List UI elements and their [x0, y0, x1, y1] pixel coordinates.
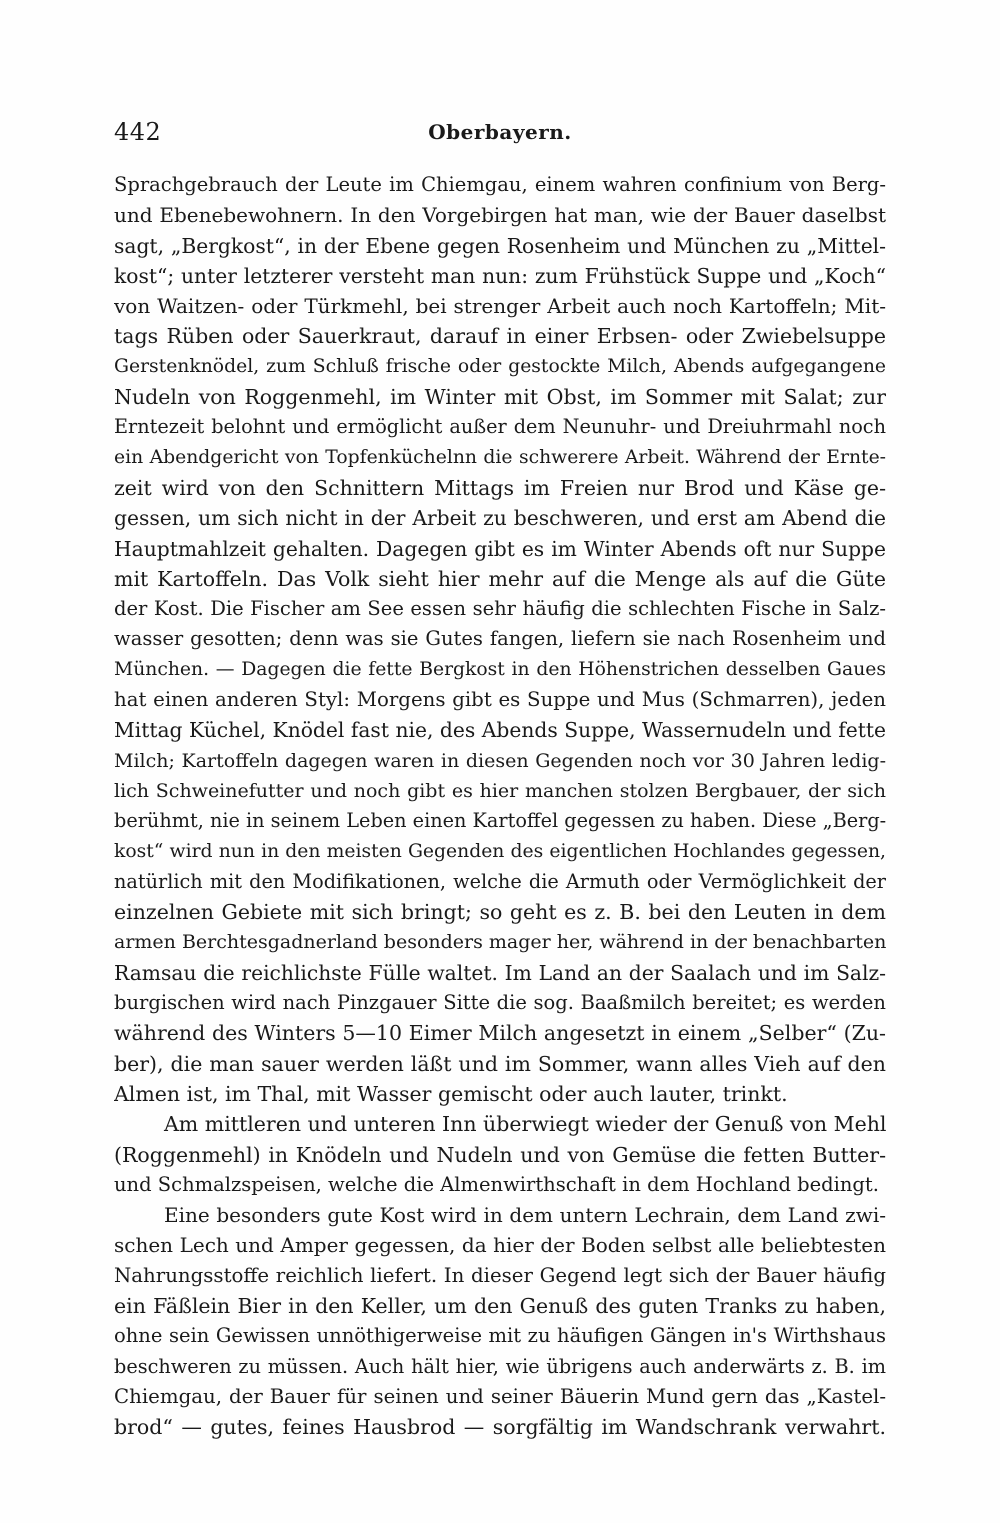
text-line: burgischen wird nach Pinzgauer Sitte die sog. Baaßmilch bereitet; es werden — [114, 991, 886, 1015]
text-line: berühmt, nie in seinem Leben einen Kartoffel gegessen zu haben. Diese „Berg- — [114, 809, 886, 833]
page-header — [114, 118, 886, 148]
text-line: Erntezeit belohnt und ermöglicht außer dem Neunuhr- und Dreiuhrmahl noch — [114, 415, 886, 439]
text-line: von Waitzen- oder Türkmehl, bei strenger Arbeit auch noch Kartoffeln; Mit- — [114, 294, 886, 319]
text-line: und Schmalzspeisen, welche die Almenwirthschaft in dem Hochland bedingt. — [114, 1172, 879, 1196]
page-number: 442 — [114, 118, 162, 146]
text-line: ein Fäßlein Bier in den Keller, um den Genuß des guten Tranks zu haben, — [114, 1293, 886, 1318]
text-line: Nahrungsstoffe reichlich liefert. In dieser Gegend legt sich der Bauer häufig — [114, 1263, 886, 1287]
text-line: schen Lech und Amper gegessen, da hier der Boden selbst alle beliebtesten — [114, 1233, 886, 1258]
text-line: während des Winters 5—10 Eimer Milch angesetzt in einem „Selber“ (Zu- — [114, 1021, 886, 1046]
body-text — [114, 170, 886, 1442]
text-line: armen Berchtesgadnerland besonders mager her, während in der benachbarten — [114, 931, 886, 954]
text-line: ohne sein Gewissen unnöthigerweise mit zu häufigen Gängen in's Wirthshaus — [114, 1324, 886, 1348]
text-line: (Roggenmehl) in Knödeln und Nudeln und von Gemüse die fetten Butter- — [114, 1142, 886, 1167]
text-line: tags Rüben oder Sauerkraut, darauf in einer Erbsen- oder Zwiebelsuppe — [114, 324, 886, 349]
text-line: der Kost. Die Fischer am See essen sehr häufig die schlechten Fische in Salz- — [114, 597, 886, 621]
running-head: Oberbayern. — [428, 120, 572, 144]
text-line: Almen ist, im Thal, mit Wasser gemischt oder auch lauter, trinkt. — [114, 1081, 788, 1106]
text-line: ber), die man sauer werden läßt und im Sommer, wann alles Vieh auf den — [114, 1051, 886, 1076]
text-line: kost“; unter letzterer versteht man nun: zum Frühstück Suppe und „Koch“ — [114, 263, 886, 288]
text-line: lich Schweinefutter und noch gibt es hier manchen stolzen Bergbauer, der sich — [114, 779, 886, 802]
text-line: beschweren zu müssen. Auch hält hier, wie übrigens auch anderwärts z. B. im — [114, 1354, 886, 1378]
text-line: sagt, „Bergkost“, in der Ebene gegen Rosenheim und München zu „Mittel- — [114, 233, 886, 258]
text-line: Chiemgau, der Bauer für seinen und seiner Bäuerin Mund gern das „Kastel- — [114, 1384, 886, 1408]
text-line: ein Abendgericht von Topfenküchelnn die schwerere Arbeit. Während der Ernte- — [114, 446, 886, 468]
text-line: gessen, um sich nicht in der Arbeit zu beschweren, und erst am Abend die — [114, 506, 886, 531]
text-line: einzelnen Gebiete mit sich bringt; so geht es z. B. bei den Leuten in dem — [114, 900, 886, 925]
text-line: wasser gesotten; denn was sie Gutes fangen, liefern sie nach Rosenheim und — [114, 627, 886, 651]
text-line: Sprachgebrauch der Leute im Chiemgau, einem wahren confinium von Berg- — [114, 173, 886, 196]
text-line: zeit wird von den Schnittern Mittags im Freien nur Brod und Käse ge- — [114, 475, 886, 500]
text-line: kost“ wird nun in den meisten Gegenden des eigentlichen Hochlandes gegessen, — [114, 840, 886, 862]
text-line: natürlich mit den Modifikationen, welche die Armuth oder Vermöglichkeit der — [114, 869, 886, 893]
text-line: Eine besonders gute Kost wird in dem untern Lechrain, dem Land zwi- — [164, 1203, 886, 1228]
text-line: mit Kartoffeln. Das Volk sieht hier mehr auf die Menge als auf die Güte — [114, 566, 886, 591]
text-line: Mittag Küchel, Knödel fast nie, des Abends Suppe, Wassernudeln und fette — [114, 718, 886, 743]
text-line: München. — Dagegen die fette Bergkost in den Höhenstrichen desselben Gaues — [114, 658, 886, 680]
text-line: brod“ — gutes, feines Hausbrod — sorgfältig im Wandschrank verwahrt. — [114, 1415, 886, 1440]
text-line: hat einen anderen Styl: Morgens gibt es Suppe und Mus (Schmarren), jeden — [114, 688, 886, 712]
text-line: Gerstenknödel, zum Schluß frische oder gestockte Milch, Abends aufgegangene — [114, 355, 886, 377]
text-line: Hauptmahlzeit gehalten. Dagegen gibt es im Winter Abends oft nur Suppe — [114, 536, 886, 561]
text-line: Nudeln von Roggenmehl, im Winter mit Obst, im Sommer mit Salat; zur — [114, 385, 886, 410]
text-line: Am mittleren und unteren Inn überwiegt wieder der Genuß von Mehl — [164, 1112, 886, 1137]
text-line: Milch; Kartoffeln dagegen waren in diesen Gegenden noch vor 30 Jahren ledig- — [114, 749, 886, 772]
text-line: Ramsau die reichlichste Fülle waltet. Im Land an der Saalach und im Salz- — [114, 960, 886, 985]
text-line: und Ebenebewohnern. In den Vorgebirgen hat man, wie der Bauer daselbst — [114, 203, 886, 228]
